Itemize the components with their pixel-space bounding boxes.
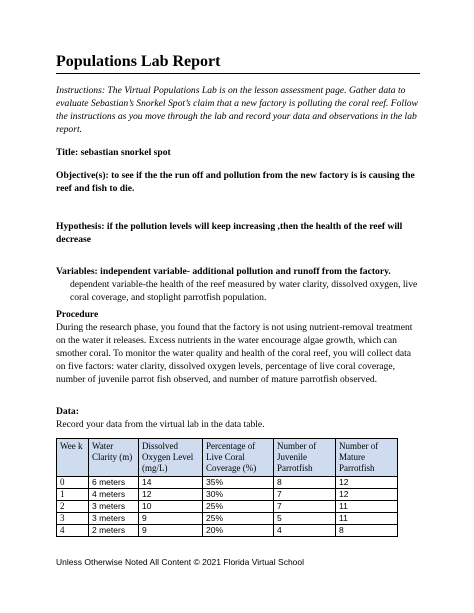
table-row xyxy=(57,513,398,525)
table-cell: 7 xyxy=(274,489,336,501)
table-header: Number of Mature Parrotfish xyxy=(336,439,398,477)
instructions-text: Instructions: The Virtual Populations Lab is on the lesson assessment page. Gather data to evaluate Sebastian’s Snorkel Spot’s claim that a new factory is polluting the coral reef. Follow the instructions as you move through the lab and record your data and observations in the lab report. xyxy=(56,85,418,135)
table-cell: 30% xyxy=(203,489,274,501)
table-cell: 10 xyxy=(139,501,203,513)
table-cell: 2 xyxy=(57,501,89,513)
table-header: Percentage of Live Coral Coverage (%) xyxy=(203,439,274,477)
table-cell: 12 xyxy=(336,477,398,489)
table-row xyxy=(57,525,398,537)
procedure-block xyxy=(56,308,418,386)
independent-variable: Variables: independent variable- additional pollution and runoff from the factory. xyxy=(56,266,391,277)
table-cell: 7 xyxy=(274,501,336,513)
page-title: Populations Lab Report xyxy=(56,52,420,74)
table-cell: 4 meters xyxy=(89,489,139,501)
table-cell: 3 meters xyxy=(89,501,139,513)
variables-block xyxy=(56,265,418,304)
table-cell: 12 xyxy=(139,489,203,501)
page-footer: Unless Otherwise Noted All Content © 2021 Florida Virtual School xyxy=(56,557,305,567)
table-row xyxy=(57,477,398,489)
procedure-heading: Procedure xyxy=(56,309,99,320)
table-cell: 3 xyxy=(57,513,89,525)
table-cell: 12 xyxy=(336,489,398,501)
data-table xyxy=(56,438,398,537)
table-cell: 25% xyxy=(203,513,274,525)
data-subtext: Record your data from the virtual lab in the data table. xyxy=(56,419,265,430)
table-cell: 9 xyxy=(139,525,203,537)
table-cell: 8 xyxy=(336,525,398,537)
table-header: Wee k xyxy=(57,439,89,477)
procedure-text: During the research phase, you found that the factory is not using nutrient-removal treatment on the water it releases. Excess nutrients in the water encourage algae growth, which can smother coral. To monitor the water quality and health of the coral reef, you will collect data on five factors: water clarity, dissolved oxygen levels, percentage of live coral coverage, number of juvenile parrot fish observed, and number of mature parrotfish observed. xyxy=(56,322,413,385)
table-cell: 8 xyxy=(274,477,336,489)
table-header: Dissolved Oxygen Level (mg/L) xyxy=(139,439,203,477)
table-header: Number of Juvenile Parrotfish xyxy=(274,439,336,477)
table-cell: 6 meters xyxy=(89,477,139,489)
table-cell: 5 xyxy=(274,513,336,525)
table-cell: 4 xyxy=(274,525,336,537)
table-row xyxy=(57,489,398,501)
table-cell: 4 xyxy=(57,525,89,537)
table-cell: 14 xyxy=(139,477,203,489)
table-cell: 3 meters xyxy=(89,513,139,525)
objectives-text: Objective(s): to see if the the run off and pollution from the new factory is is causing the reef and fish to die. xyxy=(56,170,415,194)
table-cell: 35% xyxy=(203,477,274,489)
table-cell: 20% xyxy=(203,525,274,537)
table-cell: 11 xyxy=(336,501,398,513)
table-cell: 0 xyxy=(57,477,89,489)
dependent-variable: dependent variable-the health of the reef measured by water clarity, dissolved oxygen, live coral coverage, and stoplight parrotfish population. xyxy=(70,279,418,303)
data-block xyxy=(56,405,418,431)
data-heading: Data: xyxy=(56,406,79,417)
table-header-row xyxy=(57,439,398,477)
table-cell: 11 xyxy=(336,513,398,525)
table-cell: 1 xyxy=(57,489,89,501)
hypothesis-text: Hypothesis: if the pollution levels will keep increasing ,then the health of the reef will decrease xyxy=(56,221,403,245)
table-row xyxy=(57,501,398,513)
title-line: Title: sebastian snorkel spot xyxy=(56,147,171,158)
table-header: Water Clarity (m) xyxy=(89,439,139,477)
table-cell: 2 meters xyxy=(89,525,139,537)
table-cell: 25% xyxy=(203,501,274,513)
table-cell: 9 xyxy=(139,513,203,525)
